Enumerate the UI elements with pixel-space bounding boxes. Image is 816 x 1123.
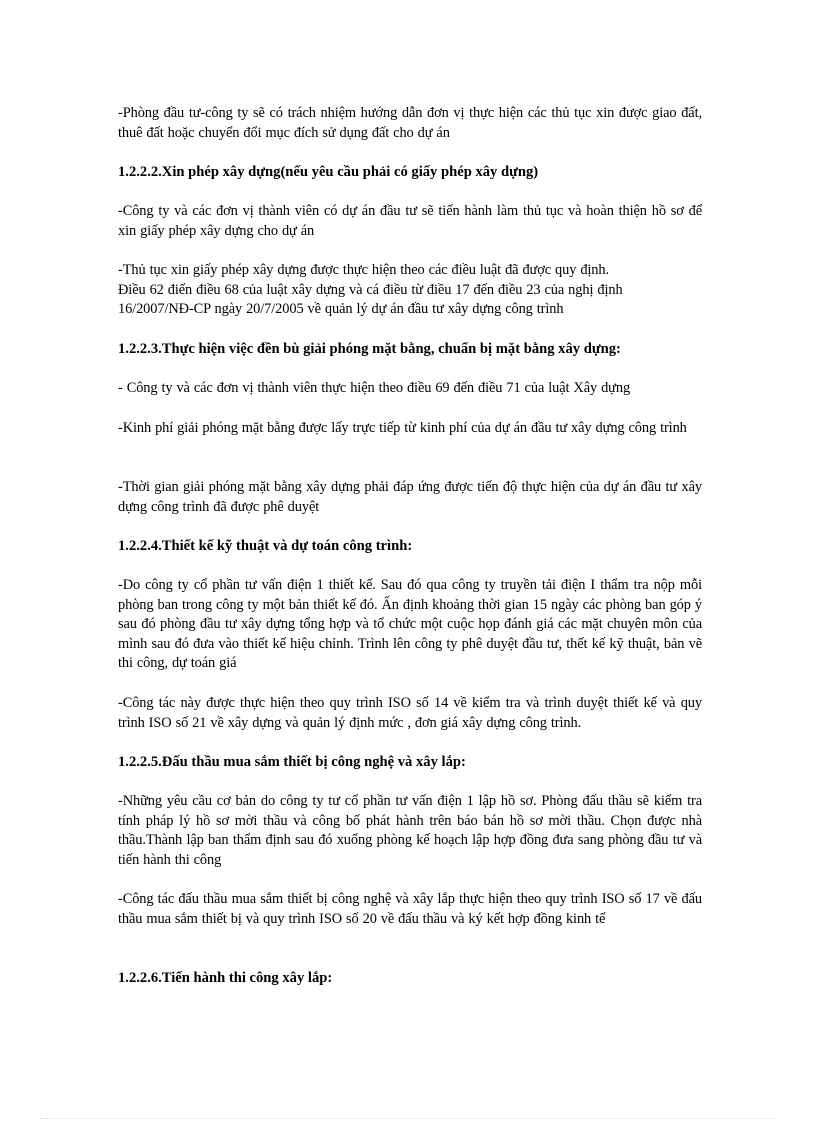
section-heading-1-2-2-5: 1.2.2.5.Đấu thầu mua sắm thiết bị công nghệ và xây lắp: [118,754,466,770]
paragraph-iso-bidding: -Công tác đấu thầu mua sắm thiết bị công nghệ và xây lắp thực hiện theo quy trình ISO số 17 về đấu thầu mua sắm thiết bị và quy trình ISO số 20 về đấu thầu và ký kết hợp đồng kinh tế [118,891,702,927]
permit-regulations-line-3: 16/2007/NĐ-CP ngày 20/7/2005 về quản lý dự án đầu tư xây dựng công trình [118,301,564,317]
paragraph-clearance-timeline: -Thời gian giải phóng mặt bằng xây dựng phải đáp ứng được tiến độ thực hiện của dự án đầu tư xây dựng công trình đã được phê duyệt [118,479,702,515]
section-heading-1-2-2-3: 1.2.2.3.Thực hiện việc đền bù giải phóng mặt bằng, chuẩn bị mặt bằng xây dựng: [118,341,621,357]
paragraph-permit-regulations [118,261,702,320]
paragraph-land-procedures: -Phòng đầu tư-công ty sẽ có trách nhiệm hướng dẫn đơn vị thực hiện các thủ tục xin được giao đất, thuê đất hoặc chuyển đổi mục đích sử dụng đất cho dự án [118,105,702,141]
paragraph-bidding-requirements: -Những yêu cầu cơ bản do công ty tư cổ phần tư vấn điện 1 lập hồ sơ. Phòng đấu thầu sẽ kiểm tra tính pháp lý hồ sơ mời thầu và công bố phát hành trên báo bán hồ sơ mời thầu. Chọn được nhà thầu.Thành lập ban thẩm định sau đó xuống phòng kế hoạch lập hợp đồng đưa sang phòng đầu tư và tiến hành thi công [118,793,702,868]
paragraph-technical-design: -Do công ty cổ phần tư vấn điện 1 thiết kế. Sau đó qua công ty truyền tải điện I thẩm tra nộp mỗi phòng ban trong công ty một bản thiết kế đó. Ấn định khoảng thời gian 15 ngày các phòng ban góp ý sau đó phòng đầu tư xây dựng tổng hợp và tổ chức một cuộc họp đánh giá các mặt chuyên môn của mình sau đó đưa vào thiết kế hiệu chỉnh. Trình lên công ty phê duyệt đầu tư, thết kế kỹ thuật, bản vẽ thi công, dự toán giá [118,577,702,671]
paragraph-clearance-funding: -Kinh phí giải phóng mặt bằng được lấy trực tiếp từ kinh phí của dự án đầu tư xây dựng công trình [118,420,687,436]
permit-regulations-line-1: -Thủ tục xin giấy phép xây dựng được thực hiện theo các điều luật đã được quy định. [118,262,609,278]
page-bottom-divider [40,1118,776,1119]
permit-regulations-line-2: Điều 62 điến điều 68 của luật xây dựng và cá điều từ điều 17 đến điều 23 của nghị định [118,281,623,298]
paragraph-compensation-law: - Công ty và các đơn vị thành viên thực hiện theo điều 69 đến điều 71 của luật Xây dựng [118,380,631,396]
section-heading-1-2-2-4: 1.2.2.4.Thiết kế kỹ thuật và dự toán công trình: [118,538,413,554]
paragraph-iso-design: -Công tác này được thực hiện theo quy trình ISO số 14 về kiểm tra và trình duyệt thiết kế và quy trình ISO số 21 về xây dựng và quản lý định mức , đơn giá xây dựng công trình. [118,695,702,731]
paragraph-construction-permit: -Công ty và các đơn vị thành viên có dự án đầu tư sẽ tiến hành làm thủ tục và hoàn thiện hồ sơ để xin giấy phép xây dựng cho dự án [118,203,702,239]
section-heading-1-2-2-2: 1.2.2.2.Xin phép xây dựng(nếu yêu cầu phải có giấy phép xây dựng) [118,164,539,180]
section-heading-1-2-2-6: 1.2.2.6.Tiến hành thi công xây lắp: [118,970,333,986]
